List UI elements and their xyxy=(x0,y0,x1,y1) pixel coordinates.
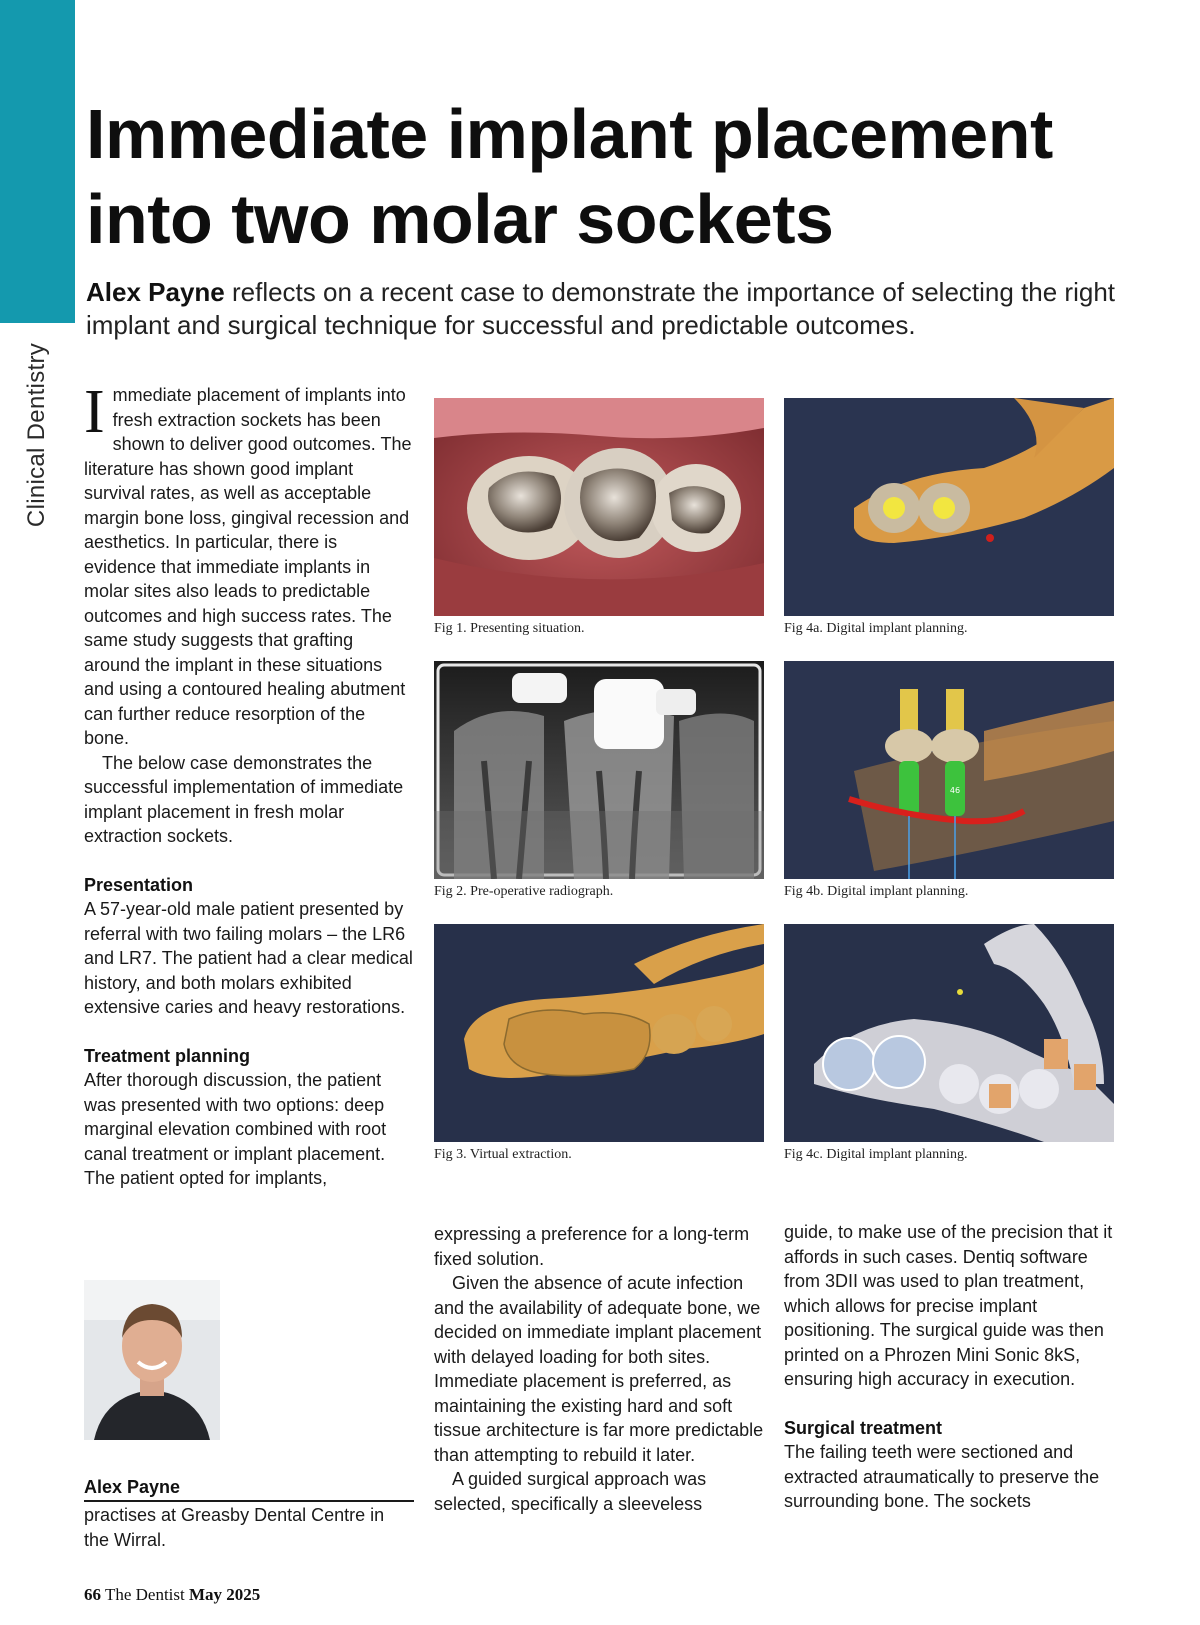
heading-treatment-planning: Treatment planning xyxy=(84,1045,251,1066)
author-photo xyxy=(84,1280,220,1440)
drop-cap: I xyxy=(84,378,105,446)
article-title: Immediate implant placement into two molar sockets xyxy=(86,95,1053,258)
virtual-extraction-image xyxy=(434,924,764,1142)
column-1 xyxy=(84,378,414,1191)
intro-paragraph: Immediate placement of implants into fresh extraction sockets has been shown to deliver good outcomes. The literature has shown good implant survival rates, as well as acceptable margin bone loss, gingival recession and aesthetics. In particular, there is evidence that immediate implants in molar sites also leads to predictable outcomes and high success rates. The same study suggests that grafting around the implant in these situations and using a contoured healing abutment can further reduce resorption of the bone. xyxy=(84,378,412,748)
paragraph: guide, to make use of the precision that it affords in such cases. Dentiq software from 3DII was used to plan treatment, which allows for precise implant positioning. The surgical guide was then printed on a Phrozen Mini Sonic 8kS, ensuring high accuracy in execution. xyxy=(784,1222,1113,1389)
clinical-photo-molars xyxy=(434,398,764,616)
page-footer xyxy=(84,1585,260,1605)
standfirst-text: reflects on a recent case to demonstrate the importance of selecting the right implant and surgical technique for successful and predictable outcomes. xyxy=(86,277,1116,340)
implant-planning-image-a xyxy=(784,398,1114,616)
column-3 xyxy=(784,1220,1114,1514)
paragraph: The below case demonstrates the successful implementation of immediate implant placement in fresh molar extraction sockets. xyxy=(84,752,404,846)
author-divider xyxy=(84,1500,414,1502)
heading-presentation: Presentation xyxy=(84,874,194,895)
page-number: 66 xyxy=(84,1585,101,1604)
standfirst xyxy=(86,276,1146,342)
figure-2 xyxy=(434,661,764,901)
implant-tooth-label: 46 xyxy=(949,786,961,795)
paragraph: The failing teeth were sectioned and extracted atraumatically to preserve the surrounding bone. The sockets xyxy=(784,1442,1100,1511)
figure-caption: Fig 4a. Digital implant planning. xyxy=(784,621,968,636)
figure-caption: Fig 4c. Digital implant planning. xyxy=(784,1147,968,1162)
figure-4c xyxy=(784,924,1114,1164)
paragraph: expressing a preference for a long-term fixed solution. xyxy=(434,1224,750,1269)
publication-name: The Dentist xyxy=(104,1585,185,1604)
author-name: Alex Payne xyxy=(84,1477,181,1497)
author-bio: practises at Greasby Dental Centre in the Wirral. xyxy=(84,1505,385,1550)
figure-caption: Fig 3. Virtual extraction. xyxy=(434,1147,572,1162)
implant-planning-image-b xyxy=(784,661,1114,879)
figure-1 xyxy=(434,398,764,638)
figure-4b xyxy=(784,661,1114,901)
column-2 xyxy=(434,1222,764,1516)
paragraph: After thorough discussion, the patient was presented with two options: deep marginal elevation combined with root canal treatment or implant placement. The patient opted for implants, xyxy=(84,1070,387,1188)
figure-caption: Fig 4b. Digital implant planning. xyxy=(784,884,969,899)
figure-4a xyxy=(784,398,1114,638)
paragraph: A guided surgical approach was selected, specifically a sleeveless xyxy=(434,1469,707,1514)
figure-3 xyxy=(434,924,764,1164)
paragraph: A 57-year-old male patient presented by referral with two failing molars – the LR6 and LR7. The patient had a clear medical history, and both molars exhibited extensive caries and heavy restorations. xyxy=(84,899,413,1017)
figure-caption: Fig 1. Presenting situation. xyxy=(434,621,585,636)
radiograph-image xyxy=(434,661,764,879)
figure-caption: Fig 2. Pre-operative radiograph. xyxy=(434,884,614,899)
paragraph: Given the absence of acute infection and the availability of adequate bone, we decided on immediate implant placement with delayed loading for both sites. Immediate placement is preferred, as maintaining the existing hard and soft tissue architecture is far more predictable than attempting to rebuild it later. xyxy=(434,1273,764,1465)
section-label: Clinical Dentistry xyxy=(23,342,50,528)
heading-surgical-treatment: Surgical treatment xyxy=(784,1417,943,1438)
implant-planning-image-c xyxy=(784,924,1114,1142)
issue-date: May 2025 xyxy=(189,1585,261,1604)
standfirst-author: Alex Payne xyxy=(86,277,225,307)
section-color-tab xyxy=(0,0,75,323)
